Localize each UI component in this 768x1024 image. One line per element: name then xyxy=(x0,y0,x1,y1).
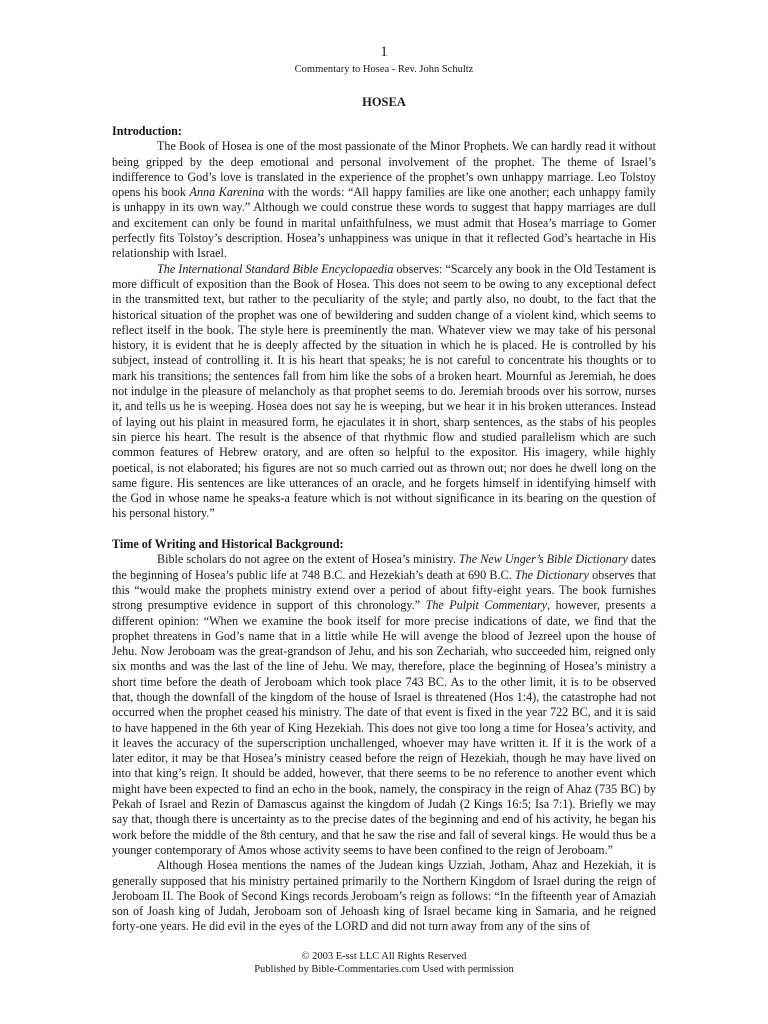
paragraph-text: observes: “Scarcely any book in the Old Testament is more difficult of exposition than the Book of Hosea. This does not seem to be owing to any exceptional defect in the transmitted text, but rather to the peculiarity of the style; and partly also, no doubt, to the fact that the historical situation of the prophet was one of bewildering and sudden change of a violent kind, which seems to reflect itself in the book. The style here is preeminently the man. Whatever view we may take of his personal history, it is evident that he is deeply affected by the situation in which he is placed. He is controlled by his subject, instead of controlling it. It is his heart that speaks; he is not careful to concentrate his thoughts or to mark his transitions; the sentences fall from him like the sobs of a broken heart. Mournful as Jeremiah, he does not indulge in the pleasure of melancholy as that prophet seems to do. Jeremiah broods over his sorrow, nurses it, and tells us he is weeping. Hosea does not say he is weeping, but we hear it in his broken utterances. Instead of laying out his plaint in measured form, he ejaculates it in short, sharp sentences, as the stabs of his peoples sin pierce his heart. The result is the absence of that rhythmic flow and studied parallelism which are such common features of Hebrew oratory, and are often so helpful to the expositor. His imagery, while highly poetical, is not elaborated; his figures are not so much carried out as thrown out; nor does he dwell long on the same figure. His sentences are like utterances of an oracle, and he forgets himself in identifying himself with the God in whose name he speaks-a feature which is not without significance in its bearing on the question of his personal history.” xyxy=(112,261,656,521)
italic-title-text: The New Unger’s Bible Dictionary xyxy=(458,552,628,567)
paragraph-text: observes that this “would make the prophets ministry extend over a period of about fifty-eight years. The book furnishes strong presumptive evidence in support of this chronology.” xyxy=(112,567,656,613)
paragraph-text: Although Hosea mentions the names of the Judean kings Uzziah, Jotham, Ahaz and Hezekiah, it is generally supposed that his ministry pertained primarily to the Northern Kingdom of Israel during the reign of Jeroboam II. The Book of Second Kings records Jeroboam’s reign as follows: “In the fifteenth year of Amaziah son of Joash king of Judah, Jeroboam son of Jehoash king of Israel became king in Samaria, and he reigned forty-one years. He did evil in the eyes of the LORD and did not turn away from any of the sins of xyxy=(112,858,656,934)
italic-title-text: Anna Karenina xyxy=(189,185,265,200)
section-spacer xyxy=(112,522,656,537)
italic-title-text: The Dictionary xyxy=(514,567,589,582)
footer-copyright: © 2003 E-sst LLC All Rights Reserved xyxy=(301,951,467,962)
italic-title-text: The International Standard Bible Encyclopaedia xyxy=(157,261,394,276)
italic-title-text: The Pulpit Commentary xyxy=(425,598,548,613)
section-heading-time-of-writing: Time of Writing and Historical Background: xyxy=(112,537,344,552)
page-footer xyxy=(0,950,768,976)
document-body xyxy=(112,124,656,935)
paragraph-text: dates the beginning of Hosea’s public life at 748 B.C. and Hezekiah’s death at 690 B.C. xyxy=(112,552,656,582)
paragraph-text: The Book of Hosea is one of the most passionate of the Minor Prophets. We can hardly read it without being gripped by the deep emotional and personal involvement of the prophet. The theme of Israel’s indifference to God’s love is translated in the experience of the prophet’s own unhappy marriage. Leo Tolstoy opens his book xyxy=(112,139,656,200)
paragraph-intro-2 xyxy=(112,262,656,522)
paragraph-text: Bible scholars do not agree on the extent of Hosea’s ministry. xyxy=(157,552,459,567)
paragraph-text: , however, presents a different opinion: “When we examine the book itself for more precise indications of date, we find that the prophet threatens in God’s name that in a little while He will avenge the blood of Jezreel upon the house of Jehu. Now Jeroboam was the great-grandson of Jehu, and his son Zechariah, who succeeded him, reigned only six months and was the last of the line of Jehu. We may, therefore, place the beginning of Hosea’s ministry a short time before the death of Jeroboam which took place 743 BC. As to the other limit, it is to be observed that, though the downfall of the kingdom of the house of Israel is threatened (Hos 1:4), the catastrophe had not occurred when the prophet ceased his ministry. The date of that event is fixed in the year 722 BC, and it is said to have happened in the 6th year of King Hezekiah. This does not give too long a time for Hosea’s activity, and it leaves the accuracy of the superscription unchallenged, whoever may have written it. If it is the work of a later editor, it may be that Hosea’s ministry ceased before the reign of Hezekiah, though he may have lived on into that king’s reign. It should be added, however, that there seems to be no reference to another event which might have been expected to find an echo in the book, namely, the conspiracy in the reign of Ahaz (735 BC) by Pekah of Israel and Rezin of Damascus against the kingdom of Judah (2 Kings 16:5; Isa 7:1). Briefly we may say that, though there is uncertainty as to the precise dates of the beginning and end of his activity, he began his work before the middle of the 8th century, and that he saw the rise and fall of several kings. He would thus be a younger contemporary of Amos whose activity seems to have been confined to the reign of Jeroboam.” xyxy=(112,598,656,857)
paragraph-text: with the words: “All happy families are like one another; each unhappy family is unhappy in its own way.” Although we could construe these words to suggest that happy marriages are dull and excitement can only be found in marital unfaithfulness, we must admit that Hosea’s marriage to Gomer perfectly fits Tolstoy’s description. Hosea’s unhappiness was unique in that it reflected God’s heartache in His relationship with Israel. xyxy=(112,185,656,261)
section-heading-introduction: Introduction: xyxy=(112,124,182,138)
page-number: 1 xyxy=(380,44,388,60)
paragraph-time-1 xyxy=(112,552,656,858)
paragraph-intro-1 xyxy=(112,139,656,261)
paragraph-time-2 xyxy=(112,858,656,934)
footer-published: Published by Bible-Commentaries.com Used with permission xyxy=(254,964,514,975)
document-title: HOSEA xyxy=(362,95,406,109)
running-header: Commentary to Hosea - Rev. John Schultz xyxy=(294,64,474,75)
